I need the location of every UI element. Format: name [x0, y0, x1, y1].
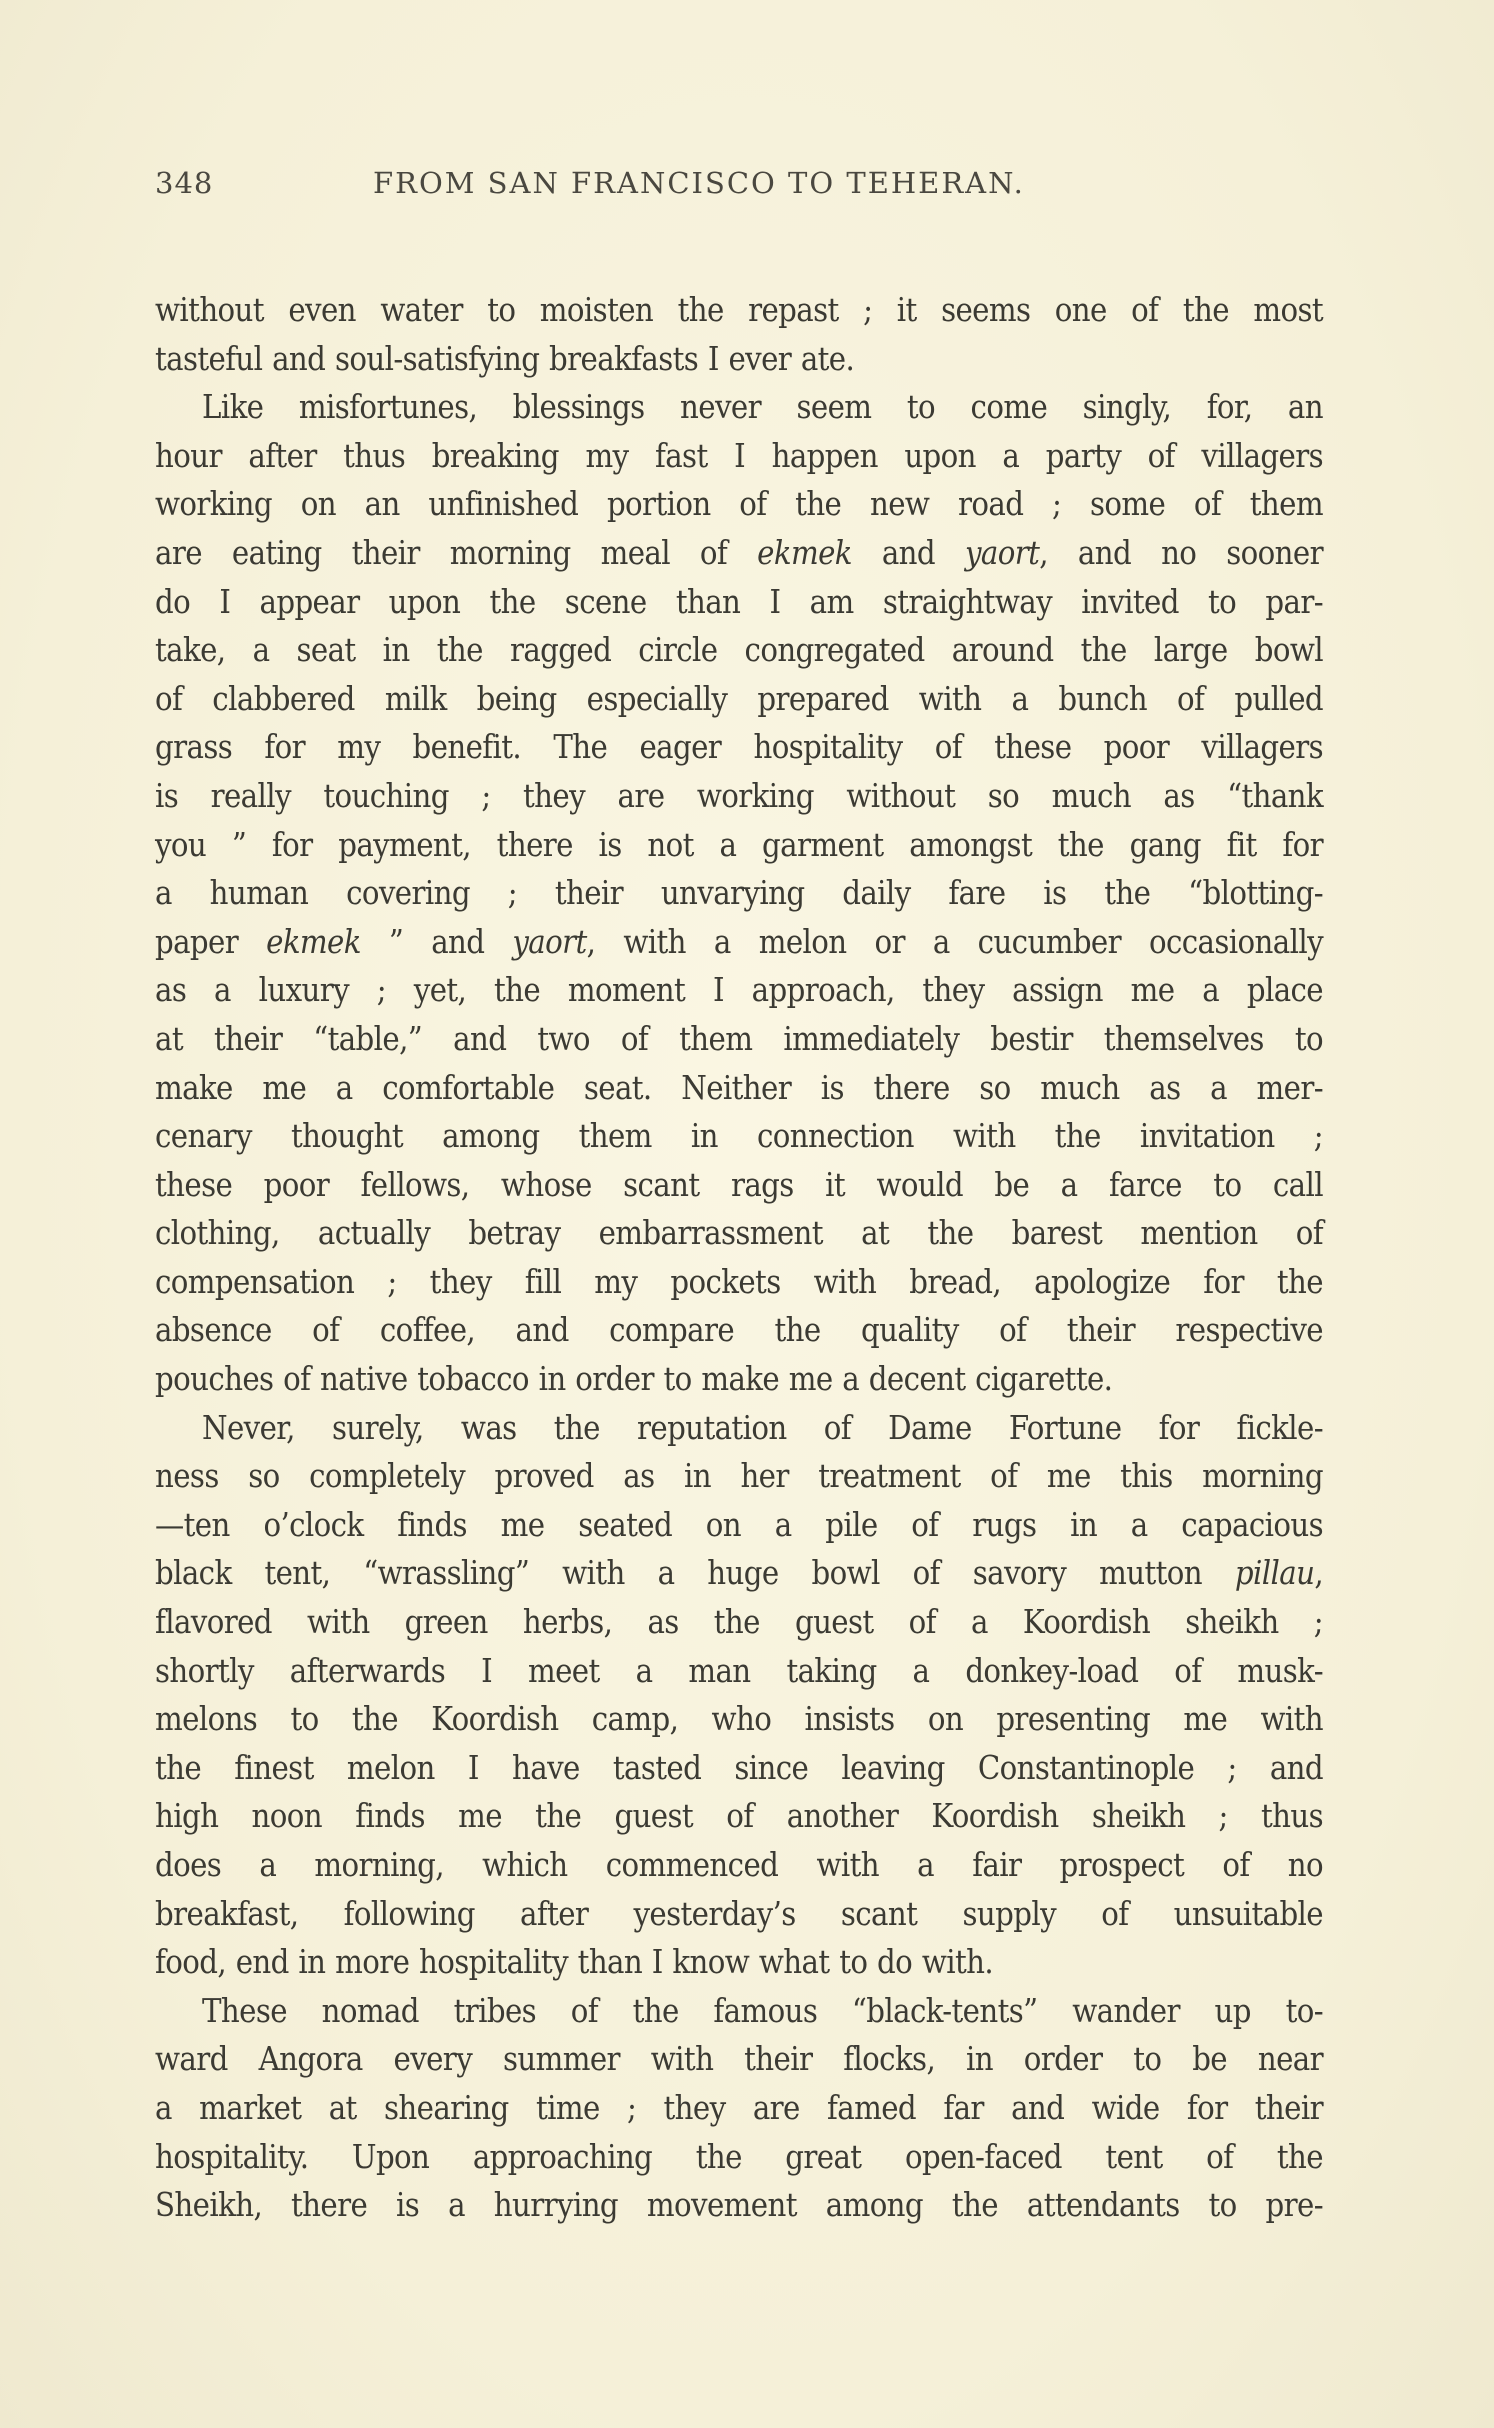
text-line — [155, 1306, 1323, 1355]
text-line — [155, 723, 1323, 772]
text-line — [155, 1987, 1323, 2036]
body-text — [155, 286, 1323, 2230]
text-run: high noon finds me the guest of another Koordish sheikh ; thus — [155, 1797, 1323, 1836]
text-run: breakfast, following after yesterday’s scant supply of unsuitable — [155, 1894, 1323, 1933]
page-number: 348 — [155, 166, 214, 200]
text-run: These nomad tribes of the famous “black-tents” wander up to- — [202, 1991, 1323, 2030]
text-run: as a luxury ; yet, the moment I approach, they assign me a place — [155, 971, 1323, 1010]
text-line — [155, 675, 1323, 724]
text-line — [155, 286, 1323, 335]
text-line — [155, 821, 1323, 870]
text-line — [155, 1161, 1323, 1210]
text-line — [155, 1501, 1323, 1550]
text-line — [155, 1015, 1323, 1064]
text-run: tasteful and soul-satisfying breakfasts I ever ate. — [155, 339, 855, 378]
text-line — [155, 2084, 1323, 2133]
text-run: shortly afterwards I meet a man taking a donkey-load of musk- — [155, 1651, 1323, 1690]
text-line — [155, 2133, 1323, 2182]
text-line — [155, 432, 1323, 481]
text-line — [155, 335, 1323, 384]
italic-term: ekmek — [266, 922, 361, 961]
text-run: these poor fellows, whose scant rags it would be a farce to call — [155, 1165, 1323, 1204]
text-run: , with a melon or a cucumber occasionally — [586, 922, 1323, 961]
text-run: Sheikh, there is a hurrying movement among the attendants to pre- — [155, 2186, 1323, 2225]
text-line — [155, 578, 1323, 627]
text-line — [155, 2035, 1323, 2084]
text-run: does a morning, which commenced with a fair prospect of no — [155, 1846, 1323, 1884]
text-run: and — [851, 533, 965, 572]
text-line — [155, 1549, 1323, 1598]
italic-term: pillau — [1234, 1554, 1315, 1593]
text-line — [155, 529, 1323, 578]
text-run: ward Angora every summer with their flocks, in order to be near — [155, 2040, 1323, 2079]
text-run: pouches of native tobacco in order to make me a decent cigarette. — [155, 1360, 1113, 1399]
text-run: is really touching ; they are working without so much as “thank — [155, 776, 1323, 815]
text-line — [155, 772, 1323, 821]
text-run: compensation ; they fill my pockets with bread, apologize for the — [155, 1262, 1323, 1301]
text-run: grass for my benefit. The eager hospitality of these poor villagers — [155, 728, 1323, 767]
text-line — [155, 1695, 1323, 1744]
text-line — [155, 1112, 1323, 1161]
text-run: food, end in more hospitality than I know what to do with. — [155, 1943, 994, 1982]
text-line — [155, 1890, 1323, 1939]
text-run: paper — [155, 922, 267, 961]
text-line — [155, 1792, 1323, 1841]
text-line — [155, 1841, 1323, 1890]
text-run: hospitality. Upon approaching the great open-faced tent of the — [155, 2137, 1323, 2176]
text-run: flavored with green herbs, as the guest of a Koordish sheikh ; — [155, 1603, 1323, 1642]
text-run: without even water to moisten the repast ; it seems one of the most — [155, 291, 1323, 329]
text-run: make me a comfortable seat. Neither is there so much as a mer- — [155, 1068, 1323, 1107]
text-line — [155, 1404, 1323, 1453]
running-head — [155, 166, 1323, 210]
running-title: FROM SAN FRANCISCO TO TEHERAN. — [373, 166, 1025, 200]
text-line — [155, 1598, 1323, 1647]
text-run: cenary thought among them in connection with the invitation ; — [155, 1117, 1323, 1156]
text-line — [155, 383, 1323, 432]
text-run: Never, surely, was the reputation of Dame Fortune for fickle- — [202, 1408, 1323, 1447]
text-run: a market at shearing time ; they are famed far and wide for their — [155, 2088, 1323, 2127]
text-run: , and no sooner — [1039, 533, 1323, 572]
text-run: of clabbered milk being especially prepared with a bunch of pulled — [155, 679, 1323, 718]
text-line — [155, 1647, 1323, 1696]
text-run: ” and — [360, 922, 513, 961]
text-line — [155, 869, 1323, 918]
italic-term: ekmek — [757, 533, 852, 572]
text-run: —ten o’clock finds me seated on a pile of rugs in a capacious — [155, 1505, 1323, 1544]
text-line — [155, 626, 1323, 675]
text-line — [155, 966, 1323, 1015]
text-line — [155, 1064, 1323, 1113]
text-line — [155, 480, 1323, 529]
italic-term: yaort — [512, 922, 587, 961]
book-page — [155, 166, 1323, 2230]
paragraph — [155, 1404, 1323, 1987]
text-run: clothing, actually betray embarrassment at the barest mention of — [155, 1214, 1323, 1253]
paragraph — [155, 286, 1323, 383]
text-run: absence of coffee, and compare the quality of their respective — [155, 1311, 1323, 1350]
text-run: at their “table,” and two of them immediately bestir themselves to — [155, 1019, 1323, 1058]
text-line — [155, 1938, 1323, 1987]
text-line — [155, 1452, 1323, 1501]
text-line — [155, 918, 1323, 967]
text-run: are eating their morning meal of — [155, 533, 758, 572]
text-run: a human covering ; their unvarying daily fare is the “blotting- — [155, 874, 1323, 913]
text-run: take, a seat in the ragged circle congregated around the large bowl — [155, 631, 1323, 670]
paragraph — [155, 383, 1323, 1403]
text-line — [155, 1209, 1323, 1258]
italic-term: yaort — [965, 533, 1040, 572]
text-line — [155, 2181, 1323, 2230]
text-run: working on an unfinished portion of the new road ; some of them — [155, 485, 1323, 524]
text-line — [155, 1258, 1323, 1307]
text-run: you ” for payment, there is not a garment amongst the gang fit for — [155, 825, 1323, 864]
text-run: , — [1314, 1554, 1323, 1593]
text-run: ness so completely proved as in her treatment of me this morning — [155, 1457, 1323, 1496]
text-run: melons to the Koordish camp, who insists on presenting me with — [155, 1700, 1323, 1739]
text-run: the finest melon I have tasted since leaving Constantinople ; and — [155, 1748, 1323, 1787]
text-run: do I appear upon the scene than I am straightway invited to par- — [155, 582, 1323, 621]
text-line — [155, 1744, 1323, 1793]
text-run: hour after thus breaking my fast I happen upon a party of villagers — [155, 436, 1323, 475]
text-run: black tent, “wrassling” with a huge bowl of savory mutton — [155, 1554, 1235, 1593]
text-run: Like misfortunes, blessings never seem to come singly, for, an — [202, 388, 1323, 427]
paragraph — [155, 1987, 1323, 2230]
text-line — [155, 1355, 1323, 1404]
